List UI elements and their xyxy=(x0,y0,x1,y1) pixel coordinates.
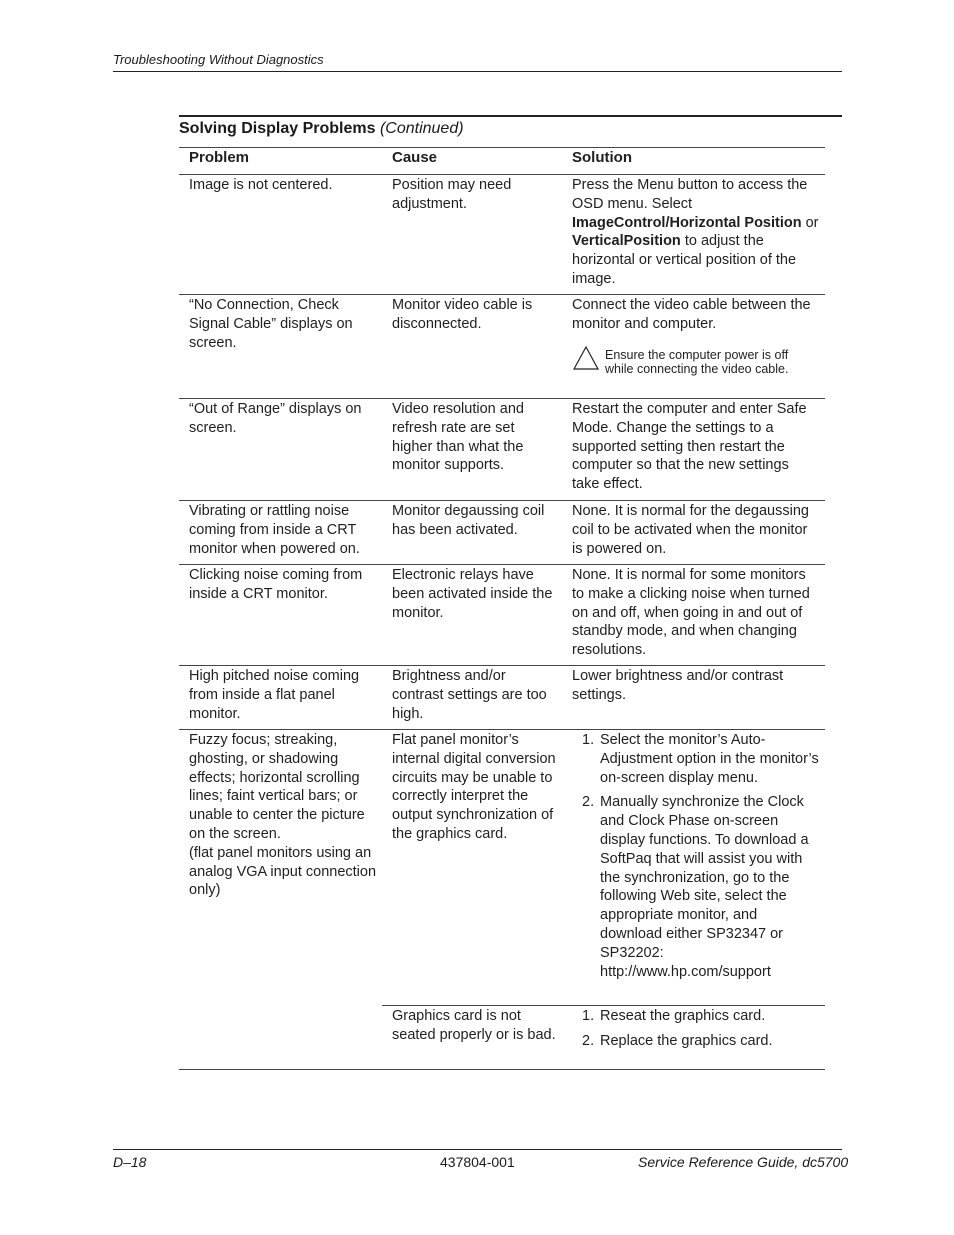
row7-problem xyxy=(189,731,379,900)
row5-bottom-rule xyxy=(179,665,825,666)
row7-problem-note: (flat panel monitors using an analog VGA input connection only) xyxy=(189,844,377,899)
header-rule xyxy=(113,71,842,72)
row7-cause: Flat panel monitor’s internal digital conversion circuits may be unable to correctly interpret the output synchronization of the graphics card. xyxy=(392,732,556,842)
row6-cause: Brightness and/or contrast settings are too high. xyxy=(392,668,547,722)
footer-page-number: D–18 xyxy=(113,1154,147,1170)
row1-bottom-rule xyxy=(179,294,825,295)
row6-solution: Lower brightness and/or contrast settings. xyxy=(572,668,784,703)
column-header-cause: Cause xyxy=(392,149,438,166)
column-header-problem: Problem xyxy=(189,149,250,166)
table-title xyxy=(179,120,464,138)
row4-cause: Monitor degaussing coil has been activated. xyxy=(392,503,545,538)
caution-text: Ensure the computer power is off while connecting the video cable. xyxy=(605,348,789,376)
table-bottom-rule xyxy=(179,1069,825,1070)
row7b-step-1 xyxy=(572,1007,820,1026)
column-header-solution: Solution xyxy=(572,149,632,166)
row6-problem: High pitched noise coming from inside a flat panel monitor. xyxy=(189,668,360,722)
footer-guide-title: Service Reference Guide, dc5700 xyxy=(638,1154,849,1170)
table-title-suffix: (Continued) xyxy=(379,120,464,137)
row4-bottom-rule xyxy=(179,564,825,565)
row7-step-1-num: 1. xyxy=(582,732,595,748)
row7b-solution xyxy=(572,1007,820,1057)
row3-cause: Video resolution and refresh rate are set higher than what the monitor supports. xyxy=(392,401,524,474)
header-row-bottom-rule xyxy=(179,174,825,175)
row7b-step-2 xyxy=(572,1032,820,1051)
row4-solution: None. It is normal for the degaussing coil to be activated when the monitor is powered on. xyxy=(572,503,809,557)
table-title-text: Solving Display Problems xyxy=(179,120,376,137)
row2-problem: “No Connection, Check Signal Cable” displays on screen. xyxy=(189,297,353,351)
row7-step-1-text: Select the monitor’s Auto-Adjustment option in the monitor’s on-screen display menu. xyxy=(600,732,819,786)
row6-bottom-rule xyxy=(179,729,825,730)
row1-solution-bold1: ImageControl/Horizontal Position xyxy=(572,214,802,231)
row7-step-1 xyxy=(572,731,820,787)
row2-solution: Connect the video cable between the monitor and computer. xyxy=(572,297,811,332)
table-top-rule xyxy=(179,115,842,117)
row7b-step-1-text: Reseat the graphics card. xyxy=(600,1008,766,1024)
row7-inner-rule xyxy=(382,1005,825,1006)
row1-problem: Image is not centered. xyxy=(189,177,333,193)
row2-bottom-rule xyxy=(179,398,825,399)
running-header: Troubleshooting Without Diagnostics xyxy=(113,52,324,67)
row7-solution xyxy=(572,731,820,987)
row3-bottom-rule xyxy=(179,500,825,501)
row7-problem-text: Fuzzy focus; streaking, ghosting, or shadowing effects; horizontal scrolling lines; faint vertical bars; or unable to center the picture on the screen. xyxy=(189,732,365,842)
row7-step-2-num: 2. xyxy=(582,794,595,811)
row7b-step-2-text: Replace the graphics card. xyxy=(600,1032,773,1049)
row7b-step-1-num: 1. xyxy=(582,1008,595,1024)
row1-cause: Position may need adjustment. xyxy=(392,177,512,212)
row7-step-2 xyxy=(572,793,820,981)
footer-rule xyxy=(113,1149,842,1150)
row5-problem: Clicking noise coming from inside a CRT monitor. xyxy=(189,567,363,602)
row7-step-2-text: Manually synchronize the Clock and Clock Phase on-screen display functions. To download a SoftPaq that will assist you with the synchronization, go to the following Web site, select the appropriate monitor, and download either SP32347 or SP32202: http://www.hp.com/support xyxy=(600,794,809,980)
row1-solution xyxy=(572,176,820,289)
row2-cause: Monitor video cable is disconnected. xyxy=(392,297,533,332)
row5-cause: Electronic relays have been activated inside the monitor. xyxy=(392,567,553,621)
row1-solution-pre: Press the Menu button to access the OSD menu. Select xyxy=(572,177,808,212)
row1-solution-mid: or xyxy=(801,214,819,231)
caution-icon xyxy=(572,345,600,371)
row5-solution: None. It is normal for some monitors to make a clicking noise when turned on and off, when going in and out of standby mode, and when changing resolutions. xyxy=(572,567,810,659)
header-row-top-rule xyxy=(179,147,825,148)
row1-solution-post: to adjust the horizontal or vertical position of the image. xyxy=(572,233,797,287)
row4-problem: Vibrating or rattling noise coming from inside a CRT monitor when powered on. xyxy=(189,503,360,557)
row3-solution: Restart the computer and enter Safe Mode. Change the settings to a supported setting then restart the computer so that the new settings take effect. xyxy=(572,401,807,493)
row3-problem: “Out of Range” displays on screen. xyxy=(189,401,362,436)
row7b-cause: Graphics card is not seated properly or is bad. xyxy=(392,1008,556,1043)
row7b-step-2-num: 2. xyxy=(582,1032,595,1049)
row1-solution-bold2: VerticalPosition xyxy=(572,233,681,250)
footer-doc-number: 437804-001 xyxy=(440,1154,515,1170)
